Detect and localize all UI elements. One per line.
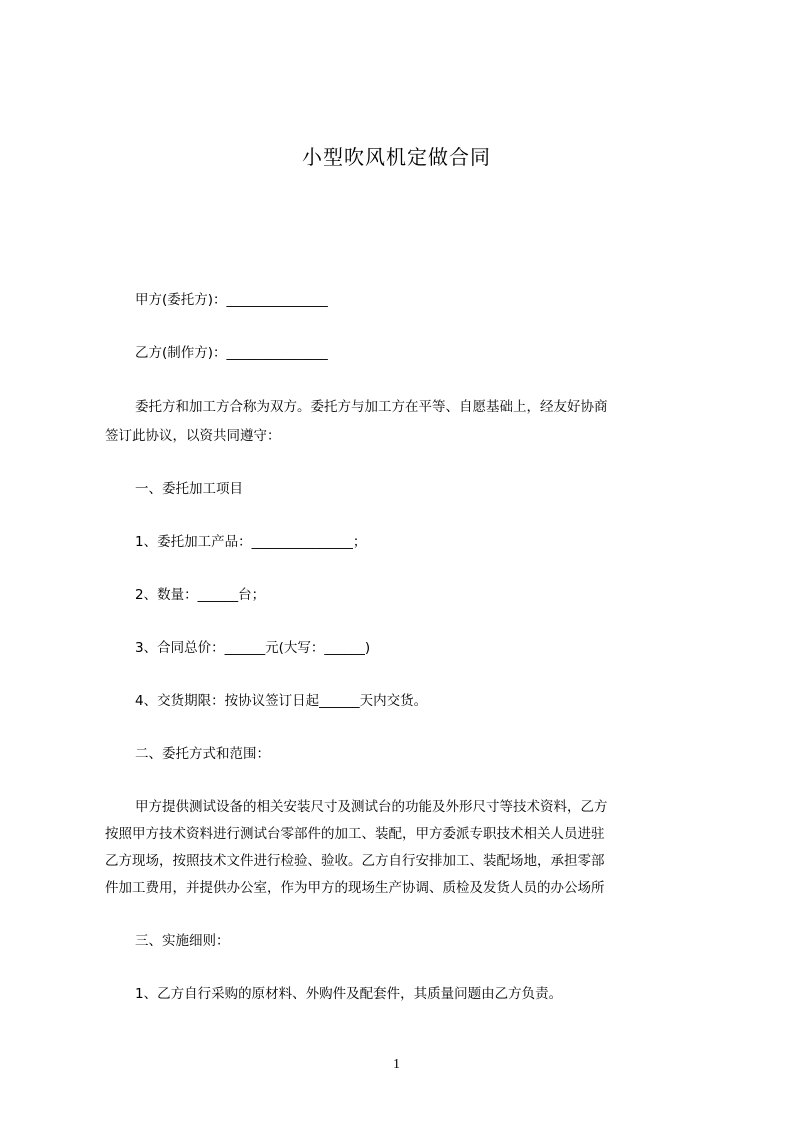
party-a-line: 甲方(委托方)：_______________ xyxy=(135,292,328,308)
section-2-heading: 二、委托方式和范围： xyxy=(135,746,270,762)
section-3-heading: 三、实施细则： xyxy=(135,933,230,949)
page-number: 1 xyxy=(393,1057,400,1072)
party-b-line: 乙方(制作方)：_______________ xyxy=(135,345,328,361)
section-1-item: 3、合同总价：______元(大写：______) xyxy=(135,640,371,656)
section-1-item: 1、委托加工产品：_______________； xyxy=(135,534,367,550)
section-2-paragraph-line: 按照甲方技术资料进行测试台零部件的加工、装配，甲方委派专职技术相关人员进驻 xyxy=(105,826,605,842)
section-2-paragraph-line: 件加工费用，并提供办公室，作为甲方的现场生产协调、质检及发货人员的办公场所 xyxy=(105,880,605,896)
section-1-item: 2、数量：______台； xyxy=(135,587,266,603)
section-3-item: 1、乙方自行采购的原材料、外购件及配套件，其质量问题由乙方负责。 xyxy=(135,986,563,1002)
page-title: 小型吹风机定做合同 xyxy=(302,145,491,169)
section-1-heading: 一、委托加工项目 xyxy=(135,481,243,497)
section-2-paragraph-line: 甲方提供测试设备的相关安装尺寸及测试台的功能及外形尺寸等技术资料，乙方 xyxy=(135,799,608,815)
intro-line-2: 签订此协议，以资共同遵守： xyxy=(105,428,281,444)
intro-line-1: 委托方和加工方合称为双方。委托方与加工方在平等、自愿基础上，经友好协商 xyxy=(135,399,608,415)
section-1-item: 4、交货期限：按协议签订日起______天内交货。 xyxy=(135,693,428,709)
section-2-paragraph-line: 乙方现场，按照技术文件进行检验、验收。乙方自行安排加工、装配场地，承担零部 xyxy=(105,853,605,869)
